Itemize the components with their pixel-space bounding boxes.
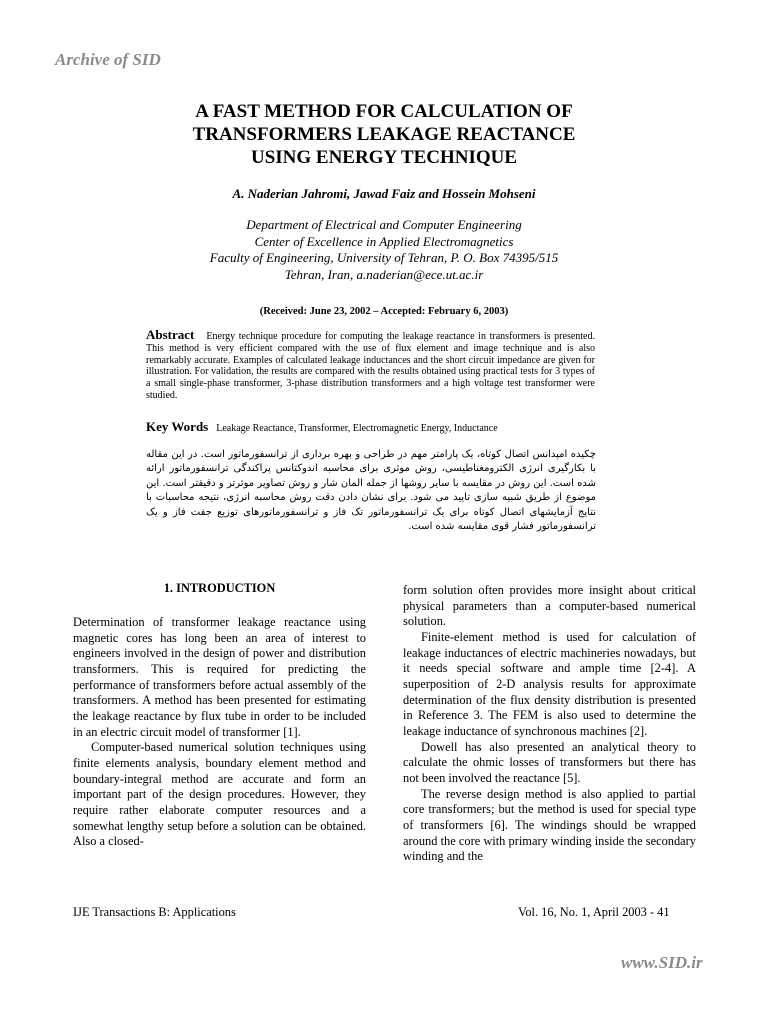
title-line: A FAST METHOD FOR CALCULATION OF [195,101,573,122]
abstract [146,329,595,402]
paragraph: Determination of transformer leakage reactance using magnetic cores has long been an area of interest to engineers involved in the design of power and distribution transformers. This is required for predicting the performance of transformers before actual assembly of the transformers. A method has been presented for estimating the leakage reactance by flux tube in order to be included in an electric circuit model of transformer [1]. [73,615,366,739]
keywords [146,419,606,435]
right-column [403,583,696,865]
paragraph: Computer-based numerical solution techniques using finite elements analysis, boundary element method and boundary-integral method are accurate and form an important part of the design procedures. However, they require rather elaborate computer resources and a somewhat lengthy setup before a solution can be obtained. Also a closed- [73,740,366,849]
title-line: TRANSFORMERS LEAKAGE REACTANCE [192,124,576,145]
keywords-text: Leakage Reactance, Transformer, Electromagnetic Energy, Inductance [216,423,498,434]
affiliation-line: Center of Excellence in Applied Electromagnetics [254,233,514,249]
watermark-sid-url: www.SID.ir [621,953,703,972]
affiliation [80,217,688,283]
title-line: USING ENERGY TECHNIQUE [250,147,518,168]
abstract-label: Abstract [146,327,195,342]
section-heading-introduction: 1. INTRODUCTION [163,581,276,595]
left-column [73,615,366,850]
paragraph: form solution often provides more insight about critical physical parameters than a computer-based numerical solution. [403,583,696,629]
footer-journal: IJE Transactions B: Applications [73,905,236,919]
persian-abstract: چکیده امپدانس اتصال کوتاه، یک پارامتر مهم در طراحی و بهره برداری از ترانسفورماتور است. در این مقاله با بکارگیری انرژی الکترومغناطیسی، روش موثری برای محاسبه اندوکتانس پراکندگی ترانسفورماتور ارائه شده است. این روش در مقایسه با سایر روشها از جمله المان شار و روش تصاویر موثرتر و دقیقتر است. این موضوع از طریق شبیه سازی تایید می شود. برای نشان دادن دقت روش محاسبه انرژی، نتیجه محاسبات با نتایج آزمایشهای اتصال کوتاه برای یک ترانسفورماتور تک فاز و ترانسفورماتورهای توزیع جفت فاز و یک ترانسفورماتور فشار قوی مقایسه شده است. [146,449,596,533]
abstract-text: Energy technique procedure for computing the leakage reactance in transformers is presented. This method is very efficient compared with the use of flux element and image technique and is also remarkably accurate. Examples of calculated leakage inductances and the short circuit impedance are given for illustration. For validation, the results are compared with the results obtained using practical tests for 3 types of a small single-phase transformer, 3-phase distribution transformers and a high voltage test transformer were studied. [146,331,595,401]
affiliation-line: Tehran, Iran, a.naderian@ece.ut.ac.ir [284,266,484,282]
watermark-archive-of-sid: Archive of SID [55,50,161,69]
paragraph: Dowell has also presented an analytical theory to calculate the ohmic losses of transformers but there has not been involved the reactance [5]. [403,739,696,785]
received-dates: (Received: June 23, 2002 – Accepted: February 6, 2003) [259,306,509,317]
affiliation-line: Department of Electrical and Computer Engineering [246,217,522,232]
paragraph: Finite-element method is used for calculation of leakage inductances of electric machineries nowadays, but it needs special software and ample time [2-4]. A superposition of 2-D analysis results for approximate determination of the flux density distribution is presented in Reference 3. The FEM is also used to determine the leakage inductance of synchronous machines [2]. [403,629,696,738]
keywords-label: Key Words [146,419,209,434]
paragraph: The reverse design method is also applied to partial core transformers; but the method is used for special type of transformers [6]. The windings should be wrapped around the core with primary winding inside the secondary winding and the [403,786,696,864]
footer-volume-page: Vol. 16, No. 1, April 2003 - 41 [518,905,670,919]
affiliation-line: Faculty of Engineering, University of Tehran, P. O. Box 74395/515 [209,250,559,265]
authors: A. Naderian Jahromi, Jawad Faiz and Hossein Mohseni [232,186,536,201]
paper-title [80,100,688,169]
